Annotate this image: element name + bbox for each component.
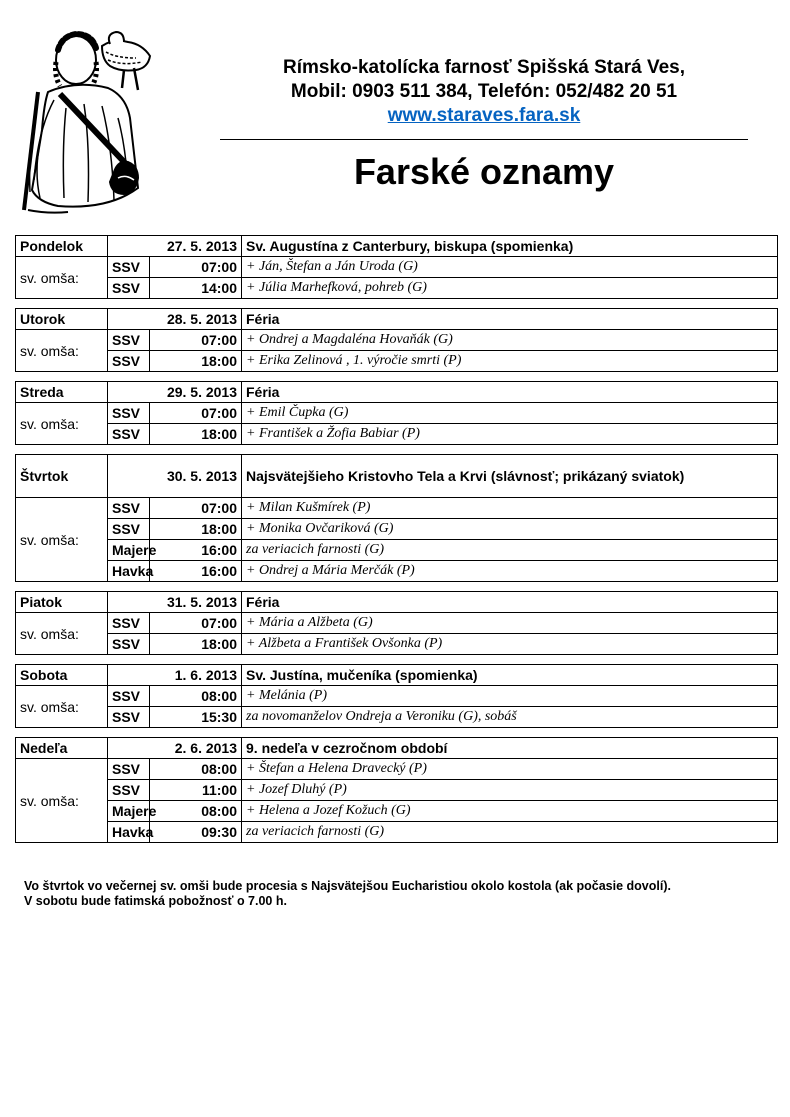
mass-time: 08:00 xyxy=(150,801,242,822)
parish-name: Rímsko-katolícka farnosť Spišská Stará Ves, xyxy=(283,57,685,78)
day-date: 31. 5. 2013 xyxy=(108,592,242,613)
mass-intention: za novomanželov Ondreja a Veroniku (G), sobáš xyxy=(242,707,778,728)
day-feast: Sv. Justína, mučeníka (spomienka) xyxy=(242,665,778,686)
mass-time: 08:00 xyxy=(150,686,242,707)
mass-row xyxy=(16,801,778,822)
mass-time: 11:00 xyxy=(150,780,242,801)
parish-header xyxy=(220,56,748,127)
mass-time: 07:00 xyxy=(150,330,242,351)
mass-place: Havka xyxy=(108,561,150,582)
mass-time: 18:00 xyxy=(150,351,242,372)
mass-time: 07:00 xyxy=(150,403,242,424)
day-date: 27. 5. 2013 xyxy=(108,236,242,257)
mass-place: SSV xyxy=(108,634,150,655)
mass-time: 16:00 xyxy=(150,540,242,561)
mass-intention: + Ján, Štefan a Ján Uroda (G) xyxy=(242,257,778,278)
mass-row xyxy=(16,634,778,655)
day-header-row xyxy=(16,665,778,686)
day-date: 30. 5. 2013 xyxy=(108,455,242,498)
mass-place: SSV xyxy=(108,403,150,424)
day-header-row xyxy=(16,382,778,403)
mass-time: 07:00 xyxy=(150,498,242,519)
page-title: Farské oznamy xyxy=(353,151,615,192)
header-divider xyxy=(220,139,748,140)
parish-phones: Mobil: 0903 511 384, Telefón: 052/482 20 51 xyxy=(290,81,678,102)
day-header-row xyxy=(16,236,778,257)
mass-intention: za veriacich farnosti (G) xyxy=(242,822,778,843)
day-table xyxy=(15,737,778,843)
mass-intention: + Alžbeta a František Ovšonka (P) xyxy=(242,634,778,655)
day-header-row xyxy=(16,309,778,330)
mass-row xyxy=(16,424,778,445)
mass-row xyxy=(16,540,778,561)
mass-row xyxy=(16,351,778,372)
mass-row xyxy=(16,822,778,843)
mass-label: sv. omša: xyxy=(16,613,108,655)
mass-time: 18:00 xyxy=(150,519,242,540)
mass-place: SSV xyxy=(108,257,150,278)
mass-place: SSV xyxy=(108,686,150,707)
day-name: Utorok xyxy=(16,309,108,330)
mass-time: 14:00 xyxy=(150,278,242,299)
day-name: Štvrtok xyxy=(16,455,108,498)
day-name: Pondelok xyxy=(16,236,108,257)
day-table xyxy=(15,454,778,582)
mass-intention: + František a Žofia Babiar (P) xyxy=(242,424,778,445)
day-table xyxy=(15,591,778,655)
mass-intention: + Melánia (P) xyxy=(242,686,778,707)
mass-intention: + Erika Zelinová , 1. výročie smrti (P) xyxy=(242,351,778,372)
day-header-row xyxy=(16,455,778,498)
mass-place: SSV xyxy=(108,330,150,351)
day-table xyxy=(15,381,778,445)
parish-website-link[interactable]: www.staraves.fara.sk xyxy=(387,105,581,126)
mass-intention: + Jozef Dluhý (P) xyxy=(242,780,778,801)
mass-intention: + Mária a Alžbeta (G) xyxy=(242,613,778,634)
mass-intention: + Ondrej a Mária Merčák (P) xyxy=(242,561,778,582)
mass-row xyxy=(16,759,778,780)
mass-place: Majere xyxy=(108,801,150,822)
mass-time: 18:00 xyxy=(150,634,242,655)
day-feast: Sv. Augustína z Canterbury, biskupa (spomienka) xyxy=(242,236,778,257)
day-feast: Najsvätejšieho Kristovho Tela a Krvi (slávnosť; prikázaný sviatok) xyxy=(242,455,778,498)
day-date: 29. 5. 2013 xyxy=(108,382,242,403)
day-name: Nedeľa xyxy=(16,738,108,759)
mass-place: SSV xyxy=(108,498,150,519)
mass-row xyxy=(16,498,778,519)
mass-label: sv. omša: xyxy=(16,403,108,445)
mass-row xyxy=(16,686,778,707)
mass-label: sv. omša: xyxy=(16,257,108,299)
weekly-schedule xyxy=(15,235,777,852)
mass-place: Majere xyxy=(108,540,150,561)
mass-label: sv. omša: xyxy=(16,498,108,582)
mass-label: sv. omša: xyxy=(16,686,108,728)
mass-row xyxy=(16,561,778,582)
day-date: 28. 5. 2013 xyxy=(108,309,242,330)
day-name: Sobota xyxy=(16,665,108,686)
day-table xyxy=(15,235,778,299)
announcements xyxy=(24,879,744,909)
announcement-note: V sobotu bude fatimská pobožnosť o 7.00 h. xyxy=(24,894,287,908)
mass-row xyxy=(16,403,778,424)
mass-place: SSV xyxy=(108,351,150,372)
day-feast: 9. nedeľa v cezročnom období xyxy=(242,738,778,759)
day-feast: Féria xyxy=(242,592,778,613)
mass-place: SSV xyxy=(108,278,150,299)
mass-row xyxy=(16,257,778,278)
day-date: 2. 6. 2013 xyxy=(108,738,242,759)
mass-row xyxy=(16,780,778,801)
announcement-note: Vo štvrtok vo večernej sv. omši bude procesia s Najsvätejšou Eucharistiou okolo kostola (ak počasie dovolí). xyxy=(24,879,671,893)
day-feast: Féria xyxy=(242,382,778,403)
mass-intention: + Helena a Jozef Kožuch (G) xyxy=(242,801,778,822)
mass-row xyxy=(16,707,778,728)
mass-label: sv. omša: xyxy=(16,330,108,372)
mass-place: SSV xyxy=(108,424,150,445)
mass-intention: + Ondrej a Magdaléna Hovaňák (G) xyxy=(242,330,778,351)
day-header-row xyxy=(16,738,778,759)
mass-row xyxy=(16,613,778,634)
mass-row xyxy=(16,519,778,540)
mass-intention: + Monika Ovčariková (G) xyxy=(242,519,778,540)
mass-time: 18:00 xyxy=(150,424,242,445)
mass-place: SSV xyxy=(108,613,150,634)
day-date: 1. 6. 2013 xyxy=(108,665,242,686)
mass-time: 15:30 xyxy=(150,707,242,728)
day-header-row xyxy=(16,592,778,613)
mass-row xyxy=(16,278,778,299)
mass-time: 16:00 xyxy=(150,561,242,582)
mass-place: SSV xyxy=(108,707,150,728)
mass-time: 07:00 xyxy=(150,257,242,278)
day-table xyxy=(15,308,778,372)
mass-time: 09:30 xyxy=(150,822,242,843)
mass-place: SSV xyxy=(108,759,150,780)
day-feast: Féria xyxy=(242,309,778,330)
mass-intention: za veriacich farnosti (G) xyxy=(242,540,778,561)
mass-intention: + Milan Kušmírek (P) xyxy=(242,498,778,519)
mass-place: SSV xyxy=(108,780,150,801)
good-shepherd-icon xyxy=(14,22,156,218)
day-table xyxy=(15,664,778,728)
day-name: Streda xyxy=(16,382,108,403)
day-name: Piatok xyxy=(16,592,108,613)
mass-place: SSV xyxy=(108,519,150,540)
mass-label: sv. omša: xyxy=(16,759,108,843)
mass-intention: + Júlia Marhefková, pohreb (G) xyxy=(242,278,778,299)
mass-intention: + Štefan a Helena Dravecký (P) xyxy=(242,759,778,780)
mass-row xyxy=(16,330,778,351)
mass-intention: + Emil Čupka (G) xyxy=(242,403,778,424)
mass-time: 08:00 xyxy=(150,759,242,780)
mass-place: Havka xyxy=(108,822,150,843)
mass-time: 07:00 xyxy=(150,613,242,634)
